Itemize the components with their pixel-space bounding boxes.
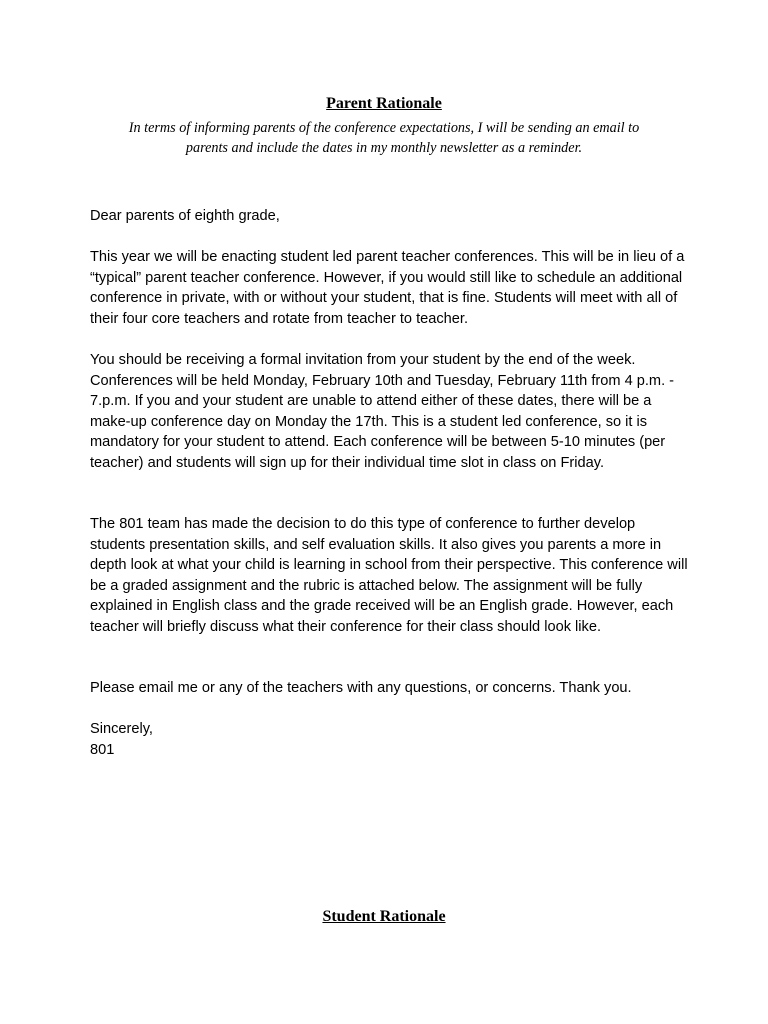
- closing: [90, 719, 690, 760]
- parent-rationale-heading: Parent Rationale: [326, 95, 442, 112]
- closing-text: Sincerely,: [90, 721, 153, 737]
- paragraph-schedule: [90, 350, 690, 474]
- paragraph-text: This year we will be enacting student led parent teacher conferences. This will be in lieu of a “typical” parent teacher conference. However, if you would still like to schedule an additional conference in private, with or without your student, that is fine. Students will meet with all of their four core teachers and rotate from teacher to teacher.: [90, 249, 685, 327]
- student-rationale-heading: Student Rationale: [322, 908, 446, 925]
- paragraph-conferences: [90, 247, 690, 329]
- intro-line-2: parents and include the dates in my monthly newsletter as a reminder.: [185, 140, 583, 156]
- intro-note: [90, 118, 678, 158]
- paragraph-text: You should be receiving a formal invitation from your student by the end of the week. Conferences will be held Monday, February 10th and Tuesday, February 11th from 4 p.m. - 7.p.m. If you and your student are unable to attend either of these dates, there will be a make-up conference day on Monday the 17th. This is a student led conference, so it is mandatory for your student to attend. Each conference will be between 5-10 minutes (per teacher) and students will sign up for their individual time slot in class on Friday.: [90, 352, 675, 471]
- paragraph-text: Please email me or any of the teachers with any questions, or concerns. Thank you.: [90, 680, 632, 696]
- salutation: Dear parents of eighth grade,: [90, 208, 280, 224]
- paragraph-rationale: [90, 514, 690, 638]
- paragraph-contact: [90, 678, 690, 699]
- intro-line-1: In terms of informing parents of the conference expectations, I will be sending an email to: [128, 120, 640, 136]
- paragraph-text: The 801 team has made the decision to do this type of conference to further develop students presentation skills, and self evaluation skills. It also gives you parents a more in depth look at what your child is learning in school from their perspective. This conference will be a graded assignment and the rubric is attached below. The assignment will be fully explained in English class and the grade received will be an English grade. However, each teacher will briefly discuss what their conference for their class should look like.: [90, 516, 688, 635]
- signature: 801: [90, 741, 115, 758]
